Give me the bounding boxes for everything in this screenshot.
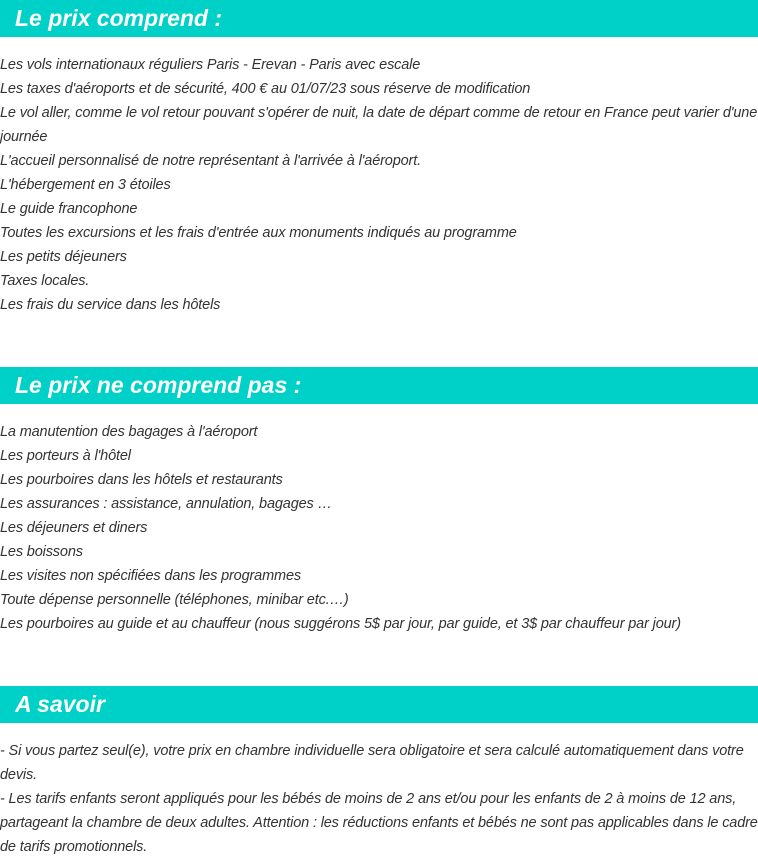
list-item: L'accueil personnalisé de notre représentant à l'arrivée à l'aéroport. [0,153,421,169]
list-item: L'hébergement en 3 étoiles [0,177,171,193]
list-item: Le guide francophone [0,201,138,217]
price-includes-heading: Le prix comprend : [0,0,758,37]
price-excludes-heading: Le prix ne comprend pas : [0,367,758,404]
list-item: Les vols internationaux réguliers Paris - Erevan - Paris avec escale [0,57,421,73]
list-item: Les taxes d'aéroports et de sécurité, 400 € au 01/07/23 sous réserve de modification [0,81,531,97]
list-item: Les déjeuners et diners [0,520,148,536]
list-item: Les assurances : assistance, annulation, bagages … [0,496,332,512]
list-item: Taxes locales. [0,273,90,289]
list-item: La manutention des bagages à l'aéroport [0,424,258,440]
price-excludes-section [0,367,758,636]
list-item: Les petits déjeuners [0,249,127,265]
list-item: Toute dépense personnelle (téléphones, minibar etc.…) [0,592,349,608]
list-item: Les pourboires dans les hôtels et restaurants [0,472,283,488]
price-excludes-list [0,420,758,636]
price-includes-section [0,0,758,317]
good-to-know-heading: A savoir [0,686,758,723]
list-item: Les pourboires au guide et au chauffeur (nous suggérons 5$ par jour, par guide, et 3$ par chauffeur par jour) [0,616,681,632]
price-includes-list [0,53,758,317]
good-to-know-section [0,686,758,859]
list-item: Les boissons [0,544,83,560]
list-item: Toutes les excursions et les frais d'entrée aux monuments indiqués au programme [0,225,517,241]
list-item: Le vol aller, comme le vol retour pouvant s'opérer de nuit, la date de départ comme de retour en France peut varier d'une journée [0,105,758,145]
list-item: Les visites non spécifiées dans les programmes [0,568,301,584]
info-paragraph: - Si vous partez seul(e), votre prix en chambre individuelle sera obligatoire et sera calculé automatiquement dans votre devis. [0,743,744,783]
list-item: Les frais du service dans les hôtels [0,297,221,313]
good-to-know-text [0,739,758,859]
list-item: Les porteurs à l'hôtel [0,448,131,464]
info-paragraph: - Les tarifs enfants seront appliqués pour les bébés de moins de 2 ans et/ou pour les enfants de 2 à moins de 12 ans, partageant la chambre de deux adultes. Attention : les réductions enfants et bébés ne sont pas applicables dans le cadre de tarifs promotionnels. [0,791,758,855]
